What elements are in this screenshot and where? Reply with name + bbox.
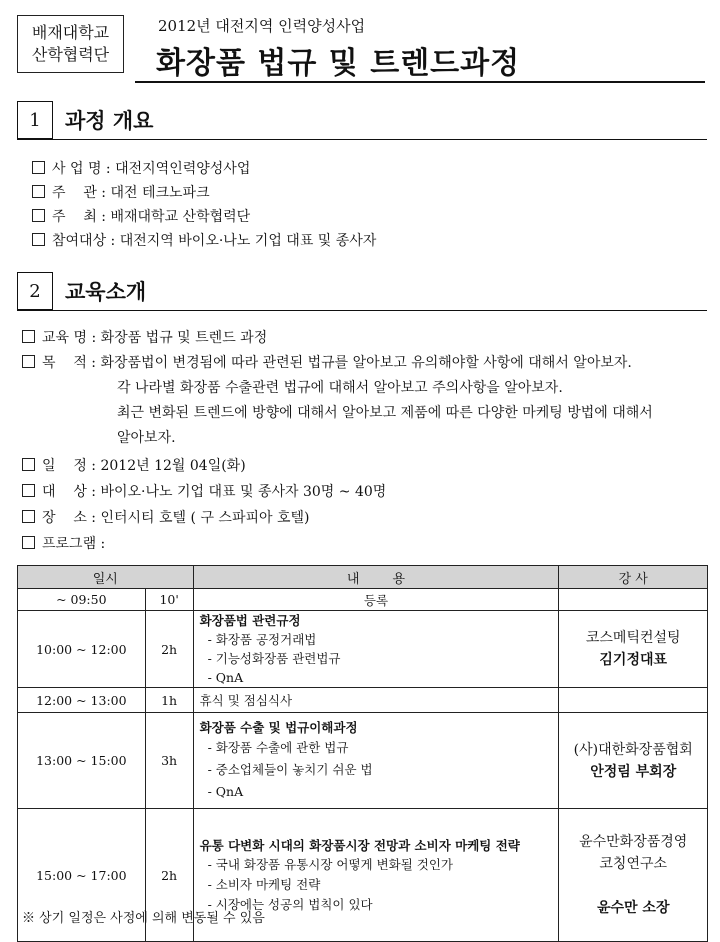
- purpose-line-2: 각 나라별 화장품 수출관련 법규에 대해서 알아보고 주의사항을 알아보자.: [117, 380, 563, 396]
- target-label: 대 상: [42, 484, 87, 500]
- course-name-label: 교육 명: [42, 330, 88, 346]
- speaker-name: 김기정대표: [599, 652, 668, 668]
- row-speaker: [559, 713, 708, 809]
- table-row: [18, 611, 708, 688]
- overview-label: 사 업 명: [52, 161, 102, 177]
- header-time: 일시: [18, 566, 194, 589]
- row-time: 13:00 ~ 15:00: [18, 713, 146, 809]
- section-2-number: 2: [17, 272, 53, 310]
- section-1-title: 과정 개요: [65, 109, 154, 133]
- row-content: [193, 713, 559, 809]
- overview-value: 대전지역인력양성사업: [115, 161, 251, 177]
- overview-item-target: 참여대상 : 대전지역 바이오·나노 기업 대표 및 종사자: [32, 231, 376, 251]
- session-item: - QnA: [207, 670, 244, 685]
- row-content: 등록: [193, 589, 559, 611]
- row-time: 12:00 ~ 13:00: [18, 688, 146, 713]
- checkbox-icon: [22, 510, 35, 523]
- org-name-line1: 배재대학교: [31, 23, 110, 42]
- date-value: 2012년 12월 04일(화): [100, 458, 246, 474]
- overview-value: 대전지역 바이오·나노 기업 대표 및 종사자: [119, 233, 377, 249]
- speaker-org: (사)대한화장품협회: [573, 741, 693, 758]
- org-name-line2: 산학협력단: [31, 45, 110, 64]
- table-row: [18, 688, 708, 713]
- overview-label: 참여대상: [52, 233, 107, 249]
- session-title: 유통 다변화 시대의 화장품시장 전망과 소비자 마케팅 전략: [199, 837, 520, 853]
- footnote: ※ 상기 일정은 사정에 의해 변동될 수 있음: [22, 911, 265, 926]
- table-header-row: [18, 566, 708, 589]
- organizer-logo-box: [17, 15, 124, 73]
- target-value: 바이오·나노 기업 대표 및 종사자 30명 ~ 40명: [100, 484, 387, 500]
- checkbox-icon: [22, 458, 35, 471]
- purpose-line-1: 화장품법이 변경됨에 따라 관련된 법규를 알아보고 유의해야할 사항에 대해서 알아보자.: [100, 355, 632, 371]
- title-underline: [135, 81, 705, 83]
- row-duration: 2h: [145, 809, 193, 942]
- row-time: 15:00 ~ 17:00: [18, 809, 146, 942]
- speaker-org: 코스메틱컨설팅: [585, 630, 681, 646]
- overview-label: 주 최: [52, 209, 97, 225]
- row-content: 휴식 및 점심식사: [193, 688, 559, 713]
- session-item: - 화장품 수출에 관한 법규: [207, 740, 349, 755]
- row-time: ~ 09:50: [18, 589, 146, 611]
- course-name-row: 교육 명 : 화장품 법규 및 트렌드 과정: [22, 328, 267, 348]
- purpose-row: 목 적 : 화장품법이 변경됨에 따라 관련된 법규를 알아보고 유의해야할 사항에 대해서 알아보자.: [22, 353, 632, 373]
- section-2-title: 교육소개: [65, 280, 147, 304]
- header-content: 내 용: [193, 566, 559, 589]
- overview-label: 주 관: [52, 185, 97, 201]
- schedule-table: [17, 565, 708, 942]
- row-duration: 10': [145, 589, 193, 611]
- row-duration: 2h: [145, 611, 193, 688]
- place-value: 인터시티 호텔 ( 구 스파피아 호텔): [100, 510, 310, 526]
- purpose-label: 목 적: [42, 355, 87, 371]
- overview-item-business: 사 업 명 : 대전지역인력양성사업: [32, 159, 250, 179]
- page-title: 화장품 법규 및 트렌드과정: [156, 46, 521, 81]
- session-title: 화장품법 관련규정: [199, 613, 301, 628]
- session-item: - 기능성화장품 관련법규: [207, 651, 341, 666]
- row-speaker: [559, 611, 708, 688]
- overview-value: 대전 테크노파크: [110, 185, 210, 201]
- checkbox-icon: [32, 161, 45, 174]
- section-1-header: [17, 99, 707, 140]
- checkbox-icon: [32, 209, 45, 222]
- checkbox-icon: [22, 330, 35, 343]
- program-subtitle: 2012년 대전지역 인력양성사업: [158, 17, 366, 35]
- overview-item-organizer: 주 최 : 배재대학교 산학협력단: [32, 207, 250, 227]
- speaker-name: 윤수만 소장: [596, 900, 670, 916]
- target-row: 대 상 : 바이오·나노 기업 대표 및 종사자 30명 ~ 40명: [22, 482, 386, 502]
- speaker-org: 윤수만화장품경영 코칭연구소: [579, 834, 688, 872]
- session-item: - 중소업체들이 놓치기 쉬운 법: [207, 762, 373, 777]
- purpose-line-3: 최근 변화된 트렌드에 방향에 대해서 알아보고 제품에 따른 다양한 마케팅 방법에 대해서: [117, 405, 653, 421]
- checkbox-icon: [22, 355, 35, 368]
- checkbox-icon: [32, 233, 45, 246]
- session-item: - 화장품 공정거래법: [207, 632, 317, 647]
- row-content: [193, 611, 559, 688]
- course-name-value: 화장품 법규 및 트렌드 과정: [100, 330, 268, 346]
- row-time: 10:00 ~ 12:00: [18, 611, 146, 688]
- program-row: [22, 534, 105, 554]
- table-row: [18, 713, 708, 809]
- session-item: - 소비자 마케팅 전략: [207, 876, 321, 892]
- table-row: [18, 589, 708, 611]
- session-title: 화장품 수출 및 법규이해과정: [199, 720, 358, 735]
- program-label: 프로그램 :: [42, 536, 106, 552]
- row-speaker: [559, 589, 708, 611]
- section-2-header: [17, 270, 707, 311]
- row-duration: 1h: [145, 688, 193, 713]
- checkbox-icon: [32, 185, 45, 198]
- row-speaker: [559, 809, 708, 942]
- date-row: 일 정 : 2012년 12월 04일(화): [22, 456, 246, 476]
- session-item: - 국내 화장품 유통시장 어떻게 변화될 것인가: [207, 856, 453, 872]
- place-row: 장 소 : 인터시티 호텔 ( 구 스파피아 호텔): [22, 508, 309, 528]
- speaker-name: 안정림 부회장: [590, 763, 677, 780]
- overview-item-host: 주 관 : 대전 테크노파크: [32, 183, 210, 203]
- purpose-line-4: 알아보자.: [117, 430, 176, 446]
- checkbox-icon: [22, 484, 35, 497]
- header-speaker: 강 사: [559, 566, 708, 589]
- checkbox-icon: [22, 536, 35, 549]
- date-label: 일 정: [42, 458, 87, 474]
- place-label: 장 소: [42, 510, 87, 526]
- row-duration: 3h: [145, 713, 193, 809]
- session-item: - QnA: [207, 784, 244, 799]
- session-item: - 시장에는 성공의 법칙이 있다: [207, 896, 373, 912]
- section-1-number: 1: [17, 101, 53, 139]
- row-speaker: [559, 688, 708, 713]
- overview-value: 배재대학교 산학협력단: [110, 209, 251, 225]
